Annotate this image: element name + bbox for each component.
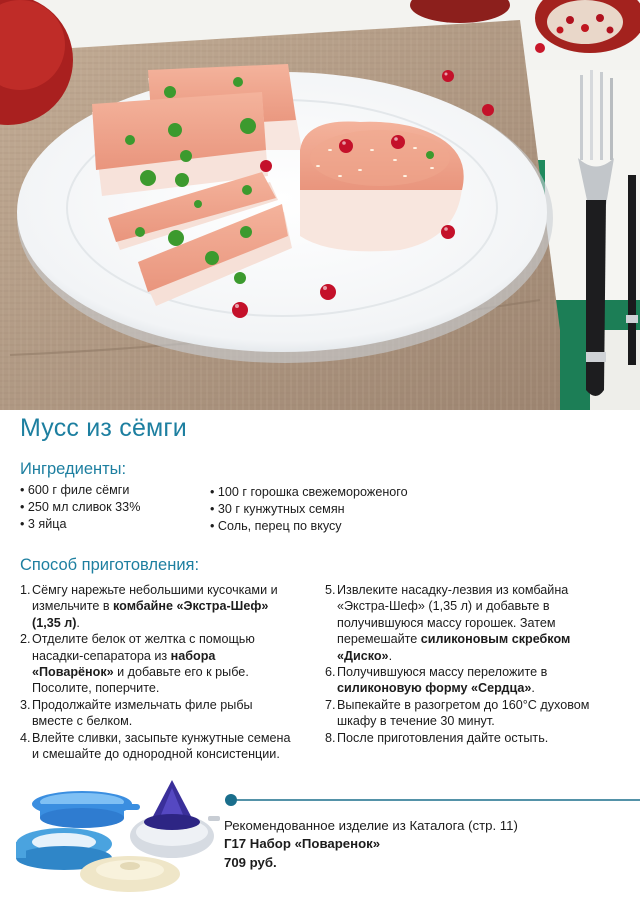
steps-list-right	[325, 582, 605, 746]
step-text: Извлеките насадку-лезвия из комбайна «Экстра-Шеф» (1,35 л) и добавьте в получившуюся массу горошек. Затем перемешайте	[337, 583, 569, 647]
step-number: 5.	[325, 583, 336, 597]
ingredients-heading: Ингредиенты:	[20, 460, 127, 478]
product-highlight: силиконовым скребком «Диско»	[337, 632, 571, 663]
ingredient-item: • 3 яйца	[20, 516, 140, 533]
ingredient-item: • Соль, перец по вкусу	[210, 518, 408, 535]
method-heading: Способ приготовления:	[20, 556, 200, 574]
circle-dot-icon	[225, 794, 237, 806]
step-number: 3.	[20, 697, 31, 712]
section-divider	[224, 792, 640, 808]
step-item	[325, 697, 605, 730]
ingredient-item: • 30 г кунжутных семян	[210, 501, 408, 518]
steps-list-left	[20, 582, 292, 762]
step-item	[20, 697, 292, 730]
step-text: и добавьте его к рыбе. Посолите, поперчите.	[32, 665, 249, 696]
step-number: 2.	[20, 632, 31, 647]
step-text: .	[531, 681, 535, 696]
step-number: 7.	[325, 697, 336, 712]
ingredients-list-right	[210, 484, 408, 535]
step-item	[325, 664, 605, 697]
step-item	[20, 582, 292, 631]
step-text: .	[76, 615, 80, 630]
product-highlight: комбайне «Экстра-Шеф» (1,35 л)	[32, 599, 269, 630]
product-price: 709 руб.	[224, 855, 277, 870]
step-number: 4.	[20, 730, 31, 745]
step-item	[325, 730, 605, 746]
step-number: 8.	[325, 730, 336, 745]
step-text: Отделите белок от желтка с помощью насадки-сепаратора из	[32, 632, 255, 663]
step-text: Влейте сливки, засыпьте кунжутные семена и смешайте до однородной консистенции.	[32, 730, 291, 762]
recipe-title: Мусс из сёмги	[20, 414, 187, 442]
step-number: 1.	[20, 583, 31, 597]
ingredient-item: • 100 г горошка свежемороженого	[210, 484, 408, 501]
step-text: Получившуюся массу переложите в	[337, 665, 548, 680]
catalog-reference: Рекомендованное изделие из Каталога (стр. 11)	[224, 818, 518, 833]
step-item	[20, 730, 292, 763]
ingredient-item: • 250 мл сливок 33%	[20, 499, 140, 516]
product-name: Г17 Набор «Поваренок»	[224, 836, 381, 851]
step-text: Продолжайте измельчать филе рыбы вместе с белком.	[32, 697, 253, 729]
step-text: После приготовления дайте остыть.	[337, 730, 549, 745]
ingredients-list-left	[20, 482, 140, 533]
product-highlight: силиконовую форму «Сердца»	[337, 681, 532, 696]
step-text: Сёмгу нарежьте небольшими кусочками и измельчите в	[32, 583, 278, 614]
step-text: .	[388, 648, 393, 663]
step-item	[325, 582, 605, 664]
step-item	[20, 631, 292, 697]
step-number: 6.	[325, 665, 336, 680]
product-image	[12, 774, 222, 902]
step-text: Выпекайте в разогретом до 160°С духовом шкафу в течение 30 минут.	[337, 697, 590, 729]
hero-photo	[0, 0, 640, 410]
product-highlight: набора «Поварёнок»	[32, 648, 216, 680]
ingredient-item: • 600 г филе сёмги	[20, 482, 140, 499]
